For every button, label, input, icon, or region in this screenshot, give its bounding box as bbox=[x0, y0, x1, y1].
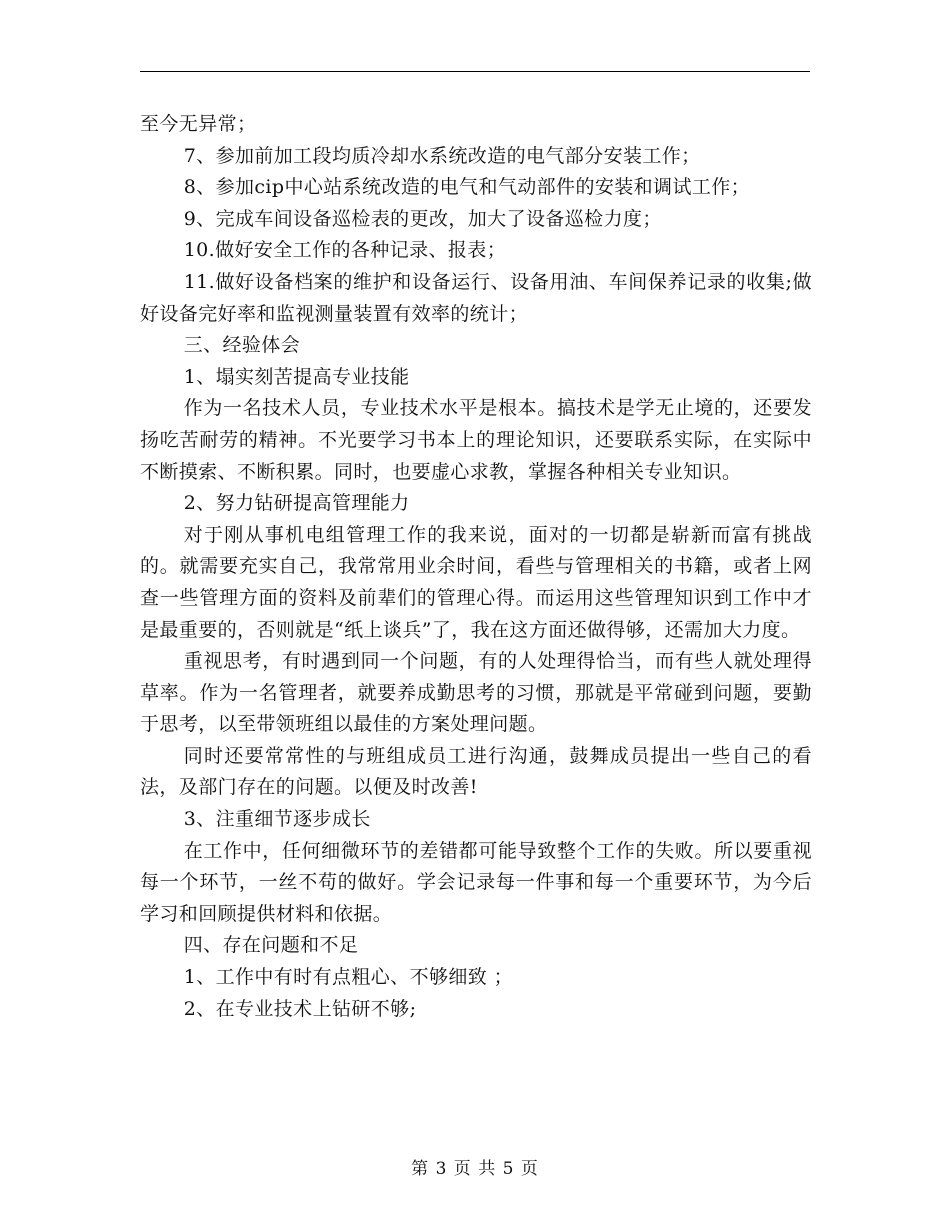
body-paragraph: 同时还要常常性的与班组成员工进行沟通，鼓舞成员提出一些自己的看法，及部门存在的问题。以便及时改善! bbox=[140, 744, 812, 799]
body-paragraph: 重视思考，有时遇到同一个问题，有的人处理得恰当，而有些人就处理得草率。作为一名管理者，就要养成勤思考的习惯，那就是平常碰到问题，要勤于思考，以至带领班组以最佳的方案处理问题。 bbox=[140, 650, 812, 736]
body-paragraph: 2、努力钻研提高管理能力 bbox=[183, 492, 410, 515]
document-body bbox=[140, 109, 812, 1025]
page-footer: 第 3 页 共 5 页 bbox=[411, 1159, 539, 1179]
body-paragraph: 2、在专业技术上钻研不够; bbox=[183, 997, 417, 1020]
body-paragraph: 8、参加cip中心站系统改造的电气和气动部件的安装和调试工作； bbox=[183, 176, 751, 199]
body-paragraph: 三、经验体会 bbox=[183, 334, 301, 357]
body-paragraph: 7、参加前加工段均质冷却水系统改造的电气部分安装工作； bbox=[183, 144, 701, 167]
body-paragraph: 在工作中，任何细微环节的差错都可能导致整个工作的失败。所以要重视每一个环节，一丝不苟的做好。学会记录每一件事和每一个重要环节，为今后学习和回顾提供材料和依据。 bbox=[140, 839, 812, 925]
body-paragraph: 作为一名技术人员，专业技术水平是根本。搞技术是学无止境的，还要发扬吃苦耐劳的精神。不光要学习书本上的理论知识，还要联系实际，在实际中不断摸索、不断积累。同时，也要虚心求教，掌握各种相关专业知识。 bbox=[140, 397, 812, 483]
body-paragraph: 1、工作中有时有点粗心、不够细致 ； bbox=[183, 966, 514, 989]
body-paragraph: 3、注重细节逐步成长 bbox=[183, 808, 371, 831]
body-paragraph: 对于刚从事机电组管理工作的我来说，面对的一切都是崭新而富有挑战的。就需要充实自己，我常常用业余时间，看些与管理相关的书籍，或者上网查一些管理方面的资料及前辈们的管理心得。而运用这些管理知识到工作中才是最重要的，否则就是“纸上谈兵”了，我在这方面还做得够，还需加大力度。 bbox=[140, 523, 812, 641]
body-paragraph: 1、塌实刻苦提高专业技能 bbox=[183, 365, 410, 388]
body-paragraph: 11.做好设备档案的维护和设备运行、设备用油、车间保养记录的收集;做好设备完好率和监视测量装置有效率的统计； bbox=[140, 270, 812, 325]
body-paragraph: 四、存在问题和不足 bbox=[183, 934, 359, 957]
body-paragraph: 9、完成车间设备巡检表的更改，加大了设备巡检力度； bbox=[183, 207, 662, 230]
header-rule bbox=[140, 71, 810, 72]
body-paragraph: 至今无异常； bbox=[140, 113, 257, 135]
body-paragraph: 10.做好安全工作的各种记录、报表； bbox=[183, 239, 507, 262]
